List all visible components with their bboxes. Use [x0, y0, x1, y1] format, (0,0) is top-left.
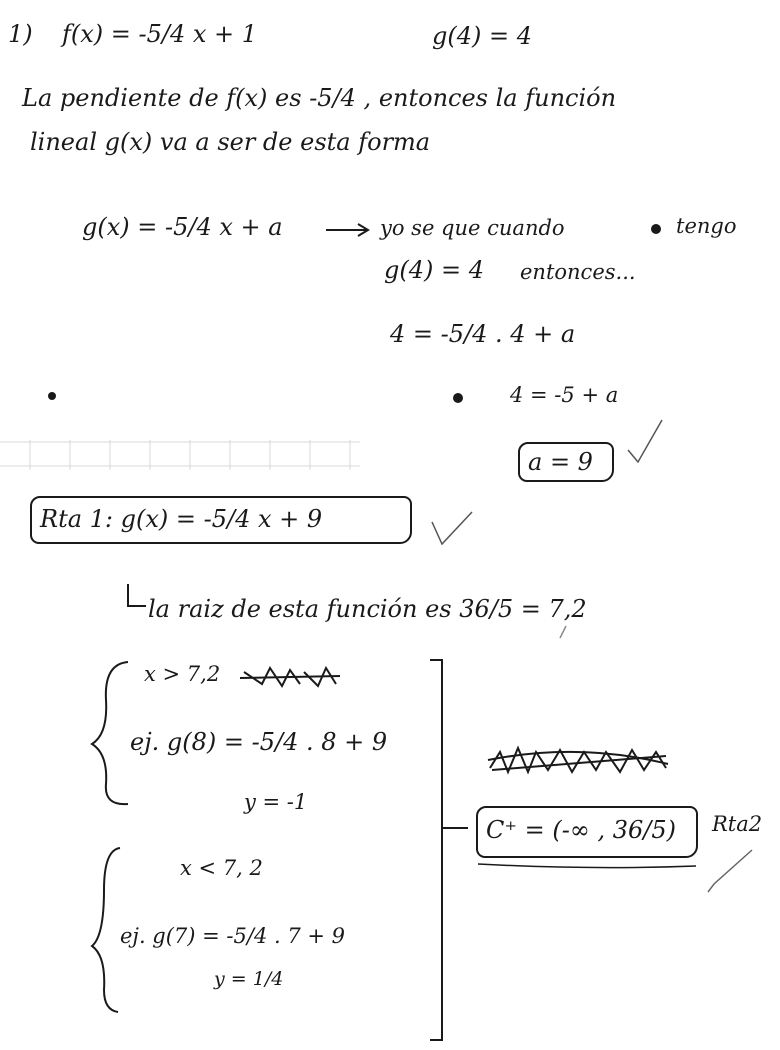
positivity-set: C⁺ = (-∞ , 36/5): [486, 816, 677, 844]
scribble-mark: [240, 668, 340, 686]
root-statement: la raiz de esta función es 36/5 = 7,2: [148, 595, 587, 623]
underline-mark: [478, 864, 696, 868]
case-2-condition: x < 7, 2: [180, 856, 263, 880]
substitution-equation: 4 = -5/4 . 4 + a: [390, 320, 576, 348]
checkmark-icon: [432, 512, 472, 544]
case-1-example: ej. g(8) = -5/4 . 8 + 9: [130, 728, 388, 756]
corner-arrow-icon: [128, 584, 146, 606]
text-line-lineal: lineal g(x) va a ser de esta forma: [30, 128, 431, 156]
case-1-result: y = -1: [244, 790, 308, 814]
condition-g4-restated: g(4) = 4: [384, 256, 484, 284]
general-form-equation: g(x) = -5/4 x + a: [82, 213, 283, 241]
answer-2-label: Rta2: [712, 812, 763, 836]
scribble-mark: [488, 748, 668, 772]
exercise-number: 1): [8, 20, 33, 48]
answer-a-value: a = 9: [528, 448, 593, 476]
case-1-condition: x > 7,2: [144, 662, 221, 686]
answer-1-text: Rta 1: g(x) = -5/4 x + 9: [40, 505, 323, 533]
tick-mark: [560, 626, 566, 638]
case-2-result: y = 1/4: [214, 968, 284, 990]
simplified-equation: 4 = -5 + a: [510, 383, 619, 407]
left-brace-icon: [92, 848, 120, 1012]
function-f-definition: f(x) = -5/4 x + 1: [62, 20, 258, 48]
note-yo-se: yo se que cuando: [380, 216, 565, 240]
bullet-dot-icon: [48, 392, 56, 400]
bullet-dot-icon: [453, 393, 463, 403]
case-2-example: ej. g(7) = -5/4 . 7 + 9: [120, 924, 346, 948]
faint-grid-background: [0, 440, 780, 470]
left-brace-icon: [92, 662, 128, 804]
bullet-dot-icon: [651, 224, 661, 234]
note-tengo: tengo: [676, 214, 737, 238]
arrow-right-icon: [326, 224, 368, 236]
note-entonces: entonces...: [520, 260, 636, 284]
text-line-pendiente: La pendiente de f(x) es -5/4 , entonces la función: [22, 84, 617, 112]
condition-g4: g(4) = 4: [432, 22, 532, 50]
checkmark-icon: [708, 850, 752, 892]
right-bracket-icon: [430, 660, 442, 1040]
